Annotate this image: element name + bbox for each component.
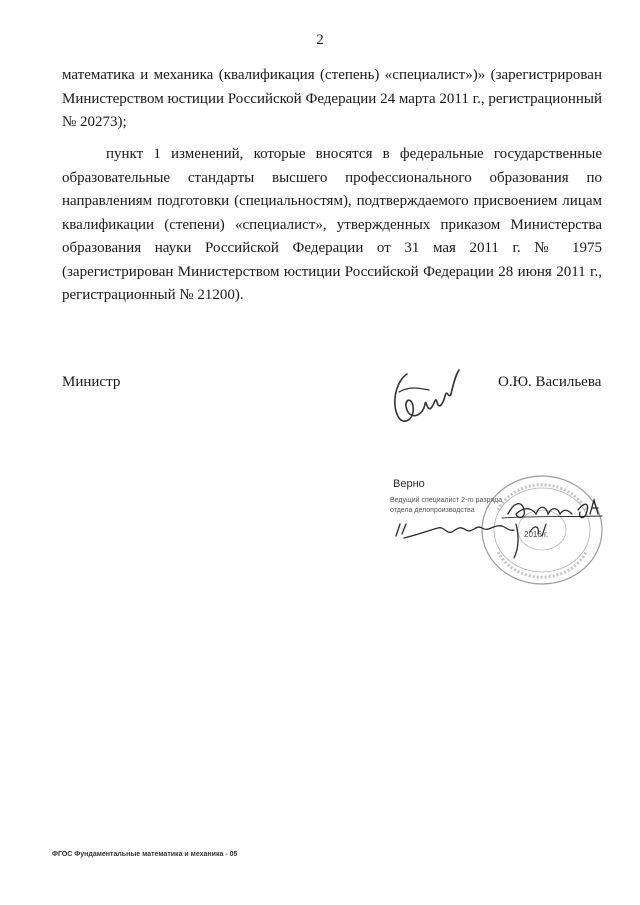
paragraph-line: (зарегистрирован Министерством юстиции Российской Федерации 28 июня 2011 г.,: [62, 263, 602, 280]
paragraph-2: [62, 143, 602, 308]
paragraph-line: Министерством юстиции Российской Федерации 24 марта 2011 г., регистрационный: [62, 90, 602, 107]
paragraph-line: регистрационный № 21200).: [62, 287, 244, 303]
paragraph-1: [62, 64, 602, 135]
certification-signature: [390, 470, 610, 570]
certification-position: Ведущий специалист 2-го разряда: [390, 497, 503, 504]
paragraph-line: направлениям подготовки (специальностям), подтверждаемого присвоением лицам: [62, 193, 602, 209]
certification-department: отдела делопроизводства: [390, 507, 475, 514]
page-number: 2: [316, 32, 324, 48]
minister-name: О.Ю. Васильева: [498, 374, 602, 390]
paragraph-line: пункт 1 изменений, которые вносятся в федеральные государственные: [106, 146, 602, 162]
certification-title: Верно: [393, 478, 425, 490]
minister-title: Министр: [62, 374, 121, 390]
footer-document-code: ФГОС Фундаментальные математика и механика - 05: [52, 851, 238, 858]
paragraph-line: образования науки Российской Федерации от 31 мая 2011 г. № 1975: [62, 240, 602, 256]
paragraph-line: образовательные стандарты высшего профессионального образования по: [62, 169, 602, 186]
certification-year: 2016 г.: [524, 530, 549, 539]
minister-signature: [385, 362, 465, 432]
certification-block: [390, 470, 610, 590]
paragraph-line: квалификации (степени) «специалист», утвержденных приказом Министерства: [62, 216, 602, 233]
paragraph-line: математика и механика (квалификация (степень) «специалист»)» (зарегистрирован: [62, 67, 602, 83]
paragraph-line: № 20273);: [62, 114, 127, 130]
